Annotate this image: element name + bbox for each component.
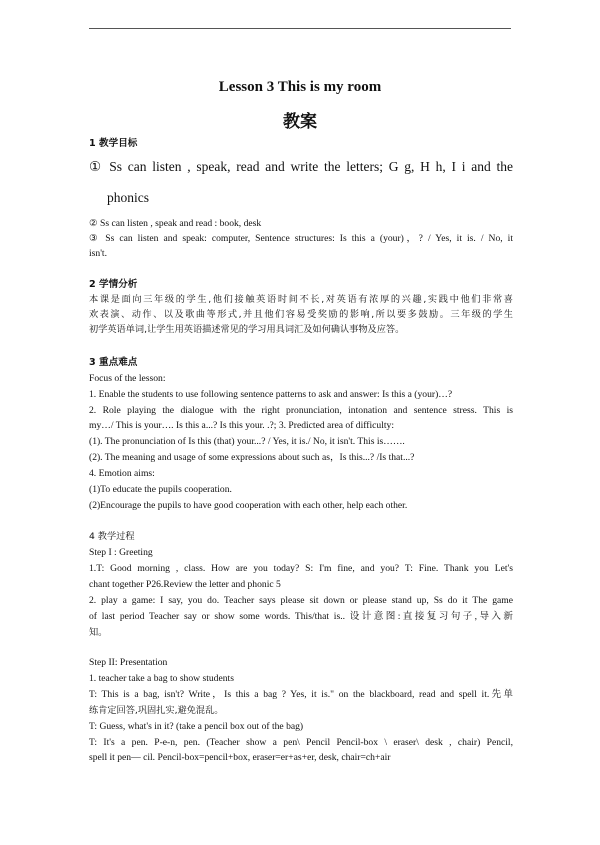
presentation-line: T: This is a bag, isn't? Write，Is this a bag ? Yes, it is." on the blackboard, read and spell it.先单 — [89, 689, 513, 700]
procedure-line: 知。 — [89, 627, 108, 638]
objective-3-line-1: ③ Ss can listen and speak: computer, Sentence structures: Is this a (your)，? / Yes, it is. / No, it — [89, 233, 513, 244]
presentation-line: T: It's a pen. P-e-n, pen. (Teacher show a pen\ Pencil Pencil-box \ eraser\ desk , chair) Pencil, — [89, 737, 513, 748]
analysis-line-3: 初学英语单词,让学生用英语描述常见的学习用具词汇及如何确认事物及应答。 — [89, 324, 405, 335]
procedure-line: chant together P26.Review the letter and phonic 5 — [89, 579, 281, 590]
section-1-heading: 1 教学目标 — [89, 138, 138, 149]
procedure-line: 1.T: Good morning , class. How are you today? S: I'm fine, and you? T: Fine. Thank you Let's — [89, 563, 513, 574]
focus-line: (1). The pronunciation of Is this (that) your...? / Yes, it is./ No, it isn't. This is……. — [89, 436, 405, 447]
procedure-line: 2. play a game: I say, you do. Teacher says please sit down or please stand up, Ss do it The game — [89, 595, 513, 606]
focus-line: (2). The meaning and usage of some expressions about such as，Is this...? /Is that...? — [89, 452, 415, 463]
presentation-line: Step II: Presentation — [89, 657, 168, 668]
section-2-heading: 2 学情分析 — [89, 279, 138, 290]
analysis-line-2: 欢表演、动作、以及歌曲等形式,并且他们容易受奖励的影响,所以要多鼓励。三年级的学生 — [89, 309, 513, 320]
presentation-line: 1. teacher take a bag to show students — [89, 673, 234, 684]
focus-line: (1)To educate the pupils cooperation. — [89, 484, 232, 495]
lesson-title: Lesson 3 This is my room — [218, 79, 382, 95]
objective-1-line-2: phonics — [107, 190, 149, 205]
header-rule — [89, 28, 511, 29]
analysis-line-1: 本课是面向三年级的学生,他们接触英语时间不长,对英语有浓厚的兴趣,实践中他们非常喜 — [89, 294, 513, 305]
procedure-line: Step I : Greeting — [89, 547, 153, 558]
focus-line: 1. Enable the students to use following sentence patterns to ask and answer: Is this a (your)…? — [89, 389, 453, 400]
focus-line: Focus of the lesson: — [89, 373, 166, 384]
section-4-heading: 4 教学过程 — [89, 531, 135, 542]
focus-line: 2. Role playing the dialogue with the right pronunciation, intonation and sentence stress. This is — [89, 405, 513, 416]
focus-line: (2)Encourage the pupils to have good cooperation with each other, help each other. — [89, 500, 408, 511]
presentation-line: T: Guess, what's in it? (take a pencil box out of the bag) — [89, 721, 304, 732]
objective-3-line-2: isn't. — [89, 248, 107, 259]
focus-line: 4. Emotion aims: — [89, 468, 155, 479]
objective-1-line-1: ① Ss can listen , speak, read and write the letters; G g, H h, I i and the — [89, 159, 513, 174]
procedure-line: of last period Teacher say or show some words. This/that is.. 设计意图:直接复习句子,导入新 — [89, 611, 513, 622]
presentation-line: 练肯定回答,巩固扎实,避免混乱。 — [89, 705, 224, 716]
presentation-line: spell it pen— cil. Pencil-box=pencil+box, eraser=er+as+er, desk, chair=ch+air — [89, 752, 391, 763]
lesson-subtitle: 教案 — [283, 112, 317, 132]
objective-2: ② Ss can listen , speak and read : book, desk — [89, 218, 262, 229]
section-3-heading: 3 重点难点 — [89, 357, 138, 368]
focus-line: my…/ This is your…. Is this a...? Is this your. .?; 3. Predicted area of difficulty: — [89, 420, 394, 431]
